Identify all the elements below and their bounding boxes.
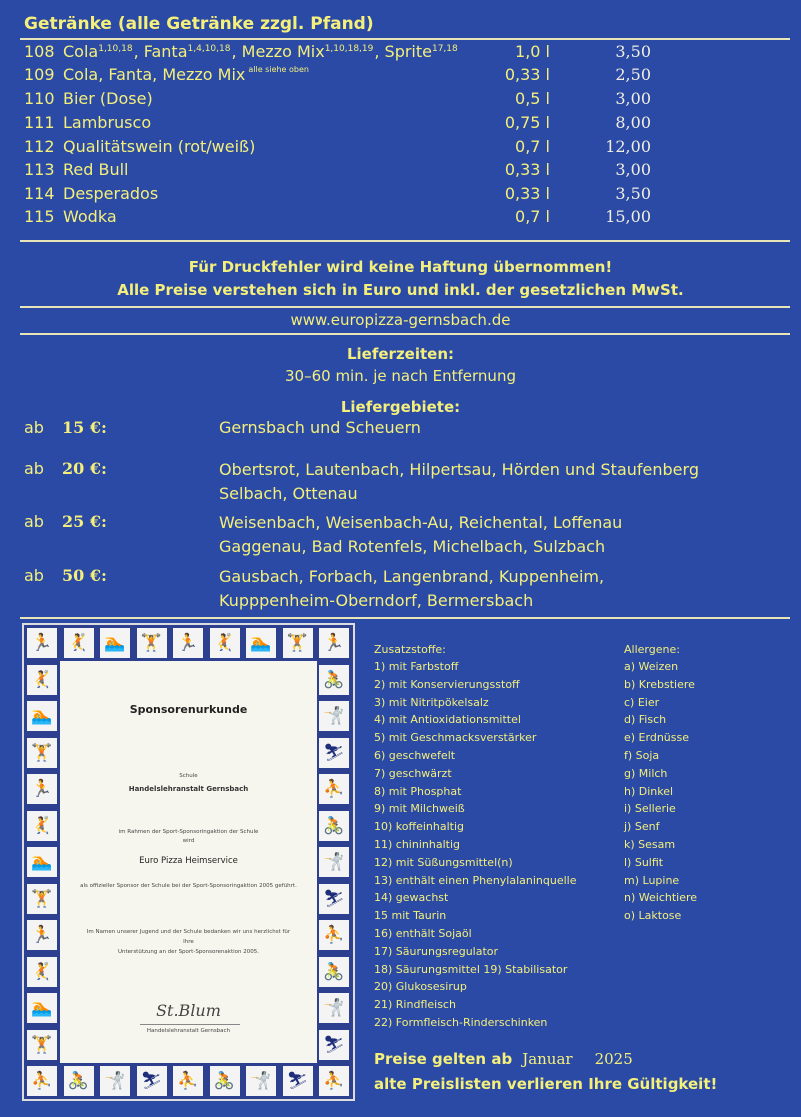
disclaimer-line-1: Für Druckfehler wird keine Haftung übernommen! [188,258,613,276]
additives-item: 8) mit Phosphat [374,784,462,798]
divider [20,617,790,619]
sport-pictogram-icon: 🏃 [27,628,57,658]
allergens-item: m) Lupine [624,873,680,887]
sport-pictogram-icon: 🏊 [27,847,57,877]
additives-item: 15 mit Taurin [374,909,447,923]
sport-pictogram-icon: ⛹ [319,920,349,950]
allergens-item: b) Krebstiere [624,677,695,691]
drink-number: 112 [24,137,55,156]
additives-item: 7) geschwärzt [374,766,452,780]
area-places: Gausbach, Forbach, Langenbrand, Kuppenheim, Kupppenheim-Oberndorf, Bermersbach [219,567,605,610]
sport-pictogram-icon: 🏃 [173,628,203,658]
sport-pictogram-icon: 🚴 [319,957,349,987]
drink-row [24,184,784,207]
divider [20,306,790,308]
drink-price: 15,00 [605,207,651,226]
certificate-thanks-3: Unterstützung an der Sport-Sponsorenaktion 2005. [118,949,259,955]
additives-item: 16) enthält Sojaöl [374,926,472,940]
additives-item: 6) geschwefelt [374,748,456,762]
additives-item: 4) mit Antioxidationsmittel [374,713,521,727]
allergens-item: i) Sellerie [624,802,676,816]
drink-volume: 1,0 l [515,42,550,61]
additives-item: 10) koffeinhaltig [374,820,464,834]
sport-pictogram-icon: 🤾 [210,628,240,658]
certificate-school-label: Schule [179,773,198,779]
additives-item: 14) gewachst [374,891,449,905]
allergens-item: g) Milch [624,766,668,780]
allergens-item: d) Fisch [624,713,667,727]
drink-volume: 0,7 l [515,207,550,226]
area-ab-label: ab [24,418,44,437]
disclaimer-line-2: Alle Preise verstehen sich in Euro und inkl. der gesetzlichen MwSt. [117,281,684,299]
drink-row [24,89,784,112]
website-link[interactable]: www.europizza-gernsbach.de [290,311,511,329]
certificate-context: im Rahmen der Sport-Sponsoringaktion der Schule [118,829,259,835]
drink-name: Red Bull [63,160,129,179]
allergens-list [624,658,697,925]
sport-pictogram-icon: 🤺 [246,1066,276,1096]
sport-pictogram-icon: 🏋 [27,738,57,768]
drink-name: Bier (Dose) [63,89,153,108]
sport-pictogram-icon: 🏋 [137,628,167,658]
drink-name: Cola$^{1,10,18}$, Fanta$^{1,4,10,18}$, Mezzo Mix$^{1,10,18,19}$, Sprite$^{17,18}$ [63,42,458,61]
area-places: Gernsbach und Scheuern [219,418,421,437]
drinks-title: Getränke (alle Getränke zzgl. Pfand) [24,14,374,34]
area-ab-label: ab [24,512,44,531]
area-ab-label: ab [24,566,44,585]
additives-item: 21) Rindfleisch [374,998,456,1012]
additives-item: 20) Glukosesirup [374,980,467,994]
divider [20,38,790,40]
drink-price: 3,00 [615,89,651,108]
sport-pictogram-icon: ⛷ [319,1030,349,1060]
drink-volume: 0,75 l [504,113,550,132]
drink-number: 111 [24,113,55,132]
area-places: Weisenbach, Weisenbach-Au, Reichental, Loffenau Gaggenau, Bad Rotenfels, Michelbach, Sulzbach [219,513,623,556]
allergens-heading: Allergene: [624,643,680,656]
sport-pictogram-icon: 🚴 [210,1066,240,1096]
drink-price: 12,00 [605,137,651,156]
sport-pictogram-icon: ⛷ [137,1066,167,1096]
additives-item: 1) mit Farbstoff [374,660,459,673]
sport-pictogram-icon: ⛹ [319,1066,349,1096]
drink-number: 110 [24,89,55,108]
certificate-thanks-2: Ihre [183,939,194,945]
divider [20,240,790,242]
sport-pictogram-icon: 🤾 [64,628,94,658]
sport-pictogram-icon: 🤺 [319,847,349,877]
drink-volume: 0,33 l [504,160,550,179]
sport-pictogram-icon: 🏊 [27,993,57,1023]
allergens-item: e) Erdnüsse [624,731,689,745]
drink-row [24,42,784,65]
additives-item: 5) mit Geschmacksverstärker [374,731,537,745]
sport-pictogram-icon: ⛹ [173,1066,203,1096]
delivery-areas-heading: Liefergebiete: [340,398,461,416]
price-validity [374,1050,633,1068]
allergens-item: k) Sesam [624,837,676,851]
drink-number: 109 [24,65,55,84]
drink-row [24,65,784,88]
drink-volume: 0,33 l [504,65,550,84]
additives-list [374,658,577,1032]
validity-prefix: Preise gelten ab [374,1050,513,1068]
drink-number: 113 [24,160,55,179]
sport-pictogram-icon: 🏋 [27,1030,57,1060]
allergens-item: o) Laktose [624,909,682,923]
sport-pictogram-icon: 🏊 [27,701,57,731]
certificate-thanks: Im Namen unserer Jugend und der Schule bedanken wir uns herzlichst für [86,929,291,935]
drink-name: Qualitätswein (rot/weiß) [63,137,256,156]
drink-volume: 0,7 l [515,137,550,156]
certificate-paper [60,661,317,1063]
additives-item: 18) Säurungsmittel 19) Stabilisator [374,962,568,976]
allergens-item: a) Weizen [624,660,679,673]
certificate-signature: St.Blum [156,1001,221,1020]
sport-pictogram-icon: 🤾 [27,665,57,695]
validity-year: 2025 [594,1050,633,1068]
allergens-item: n) Weichtiere [624,891,698,905]
drink-row [24,137,784,160]
drink-name: Lambrusco [63,113,152,132]
delivery-times-text: 30–60 min. je nach Entfernung [285,367,516,385]
drink-number: 115 [24,207,55,226]
sport-pictogram-icon: 🚴 [64,1066,94,1096]
sponsor-certificate [22,623,355,1101]
drink-price: 3,50 [615,42,651,61]
area-min-amount: 25 €: [62,512,107,531]
drink-price: 3,00 [615,160,651,179]
sport-pictogram-icon: 🏋 [283,628,313,658]
sport-pictogram-icon: 🤺 [319,701,349,731]
allergens-item: c) Eier [624,695,660,709]
allergens-item: j) Senf [624,820,660,834]
drink-number: 114 [24,184,55,203]
drink-price: 8,00 [615,113,651,132]
sport-pictogram-icon: ⛹ [319,774,349,804]
signature-line [140,1024,240,1025]
certificate-title: Sponsorenurkunde [129,703,248,716]
additives-item: 13) enthält einen Phenylalaninquelle [374,873,577,887]
sport-pictogram-icon: 🏊 [100,628,130,658]
sport-pictogram-icon: 🚴 [319,811,349,841]
drink-number: 108 [24,42,55,61]
drink-name: Cola, Fanta, Mezzo Mix alle siehe oben [63,65,309,84]
sport-pictogram-icon: ⛷ [319,738,349,768]
sport-pictogram-icon: 🏋 [27,884,57,914]
additives-item: 11) chininhaltig [374,837,460,851]
drink-name: Wodka [63,207,117,226]
area-min-amount: 50 €: [62,566,107,585]
certificate-role: als offizieller Sponsor der Schule bei der Sport-Sponsoringaktion 2005 geführt. [80,883,297,889]
signature-caption: Handelslehranstalt Gernsbach [146,1028,231,1034]
divider [20,333,790,335]
validity-month: Januar [522,1050,573,1068]
additives-item: 2) mit Konservierungsstoff [374,677,520,691]
drink-price: 3,50 [615,184,651,203]
allergens-item: f) Soja [624,748,660,762]
area-places: Obertsrot, Lautenbach, Hilpertsau, Hörden und Staufenberg Selbach, Ottenau [219,460,699,503]
drink-name: Desperados [63,184,159,203]
sport-pictogram-icon: 🏃 [27,774,57,804]
sport-pictogram-icon: 🤺 [100,1066,130,1096]
sport-pictogram-icon: 🏃 [319,628,349,658]
sport-pictogram-icon: 🤺 [319,993,349,1023]
area-min-amount: 15 €: [62,418,107,437]
additives-item: 9) mit Milchweiß [374,802,465,816]
certificate-sponsor: Euro Pizza Heimservice [139,856,238,866]
area-ab-label: ab [24,459,44,478]
allergens-item: h) Dinkel [624,784,674,798]
drink-volume: 0,5 l [515,89,550,108]
validity-note: alte Preislisten verlieren Ihre Gültigkeit! [374,1075,718,1093]
sport-pictogram-icon: ⛹ [27,1066,57,1096]
drink-volume: 0,33 l [504,184,550,203]
additives-heading: Zusatzstoffe: [374,643,446,656]
allergens-item: l) Sulfit [624,855,664,869]
certificate-school-name: Handelslehranstalt Gernsbach [128,785,249,793]
drink-row [24,207,784,230]
additives-item: 17) Säurungsregulator [374,944,499,958]
sport-pictogram-icon: 🤾 [27,811,57,841]
sport-pictogram-icon: 🚴 [319,665,349,695]
additives-item: 3) mit Nitritpökelsalz [374,695,489,709]
sport-pictogram-icon: ⛷ [319,884,349,914]
certificate-context-2: wird [182,838,195,844]
delivery-times-heading: Lieferzeiten: [346,345,455,363]
sport-pictogram-icon: 🏃 [27,920,57,950]
area-min-amount: 20 €: [62,459,107,478]
sport-pictogram-icon: ⛷ [283,1066,313,1096]
additives-item: 22) Formfleisch-Rinderschinken [374,1015,548,1029]
sport-pictogram-icon: 🏊 [246,628,276,658]
drink-row [24,160,784,183]
additives-item: 12) mit Süßungsmittel(n) [374,855,513,869]
drink-row [24,113,784,136]
sport-pictogram-icon: 🤾 [27,957,57,987]
drink-price: 2,50 [615,65,651,84]
